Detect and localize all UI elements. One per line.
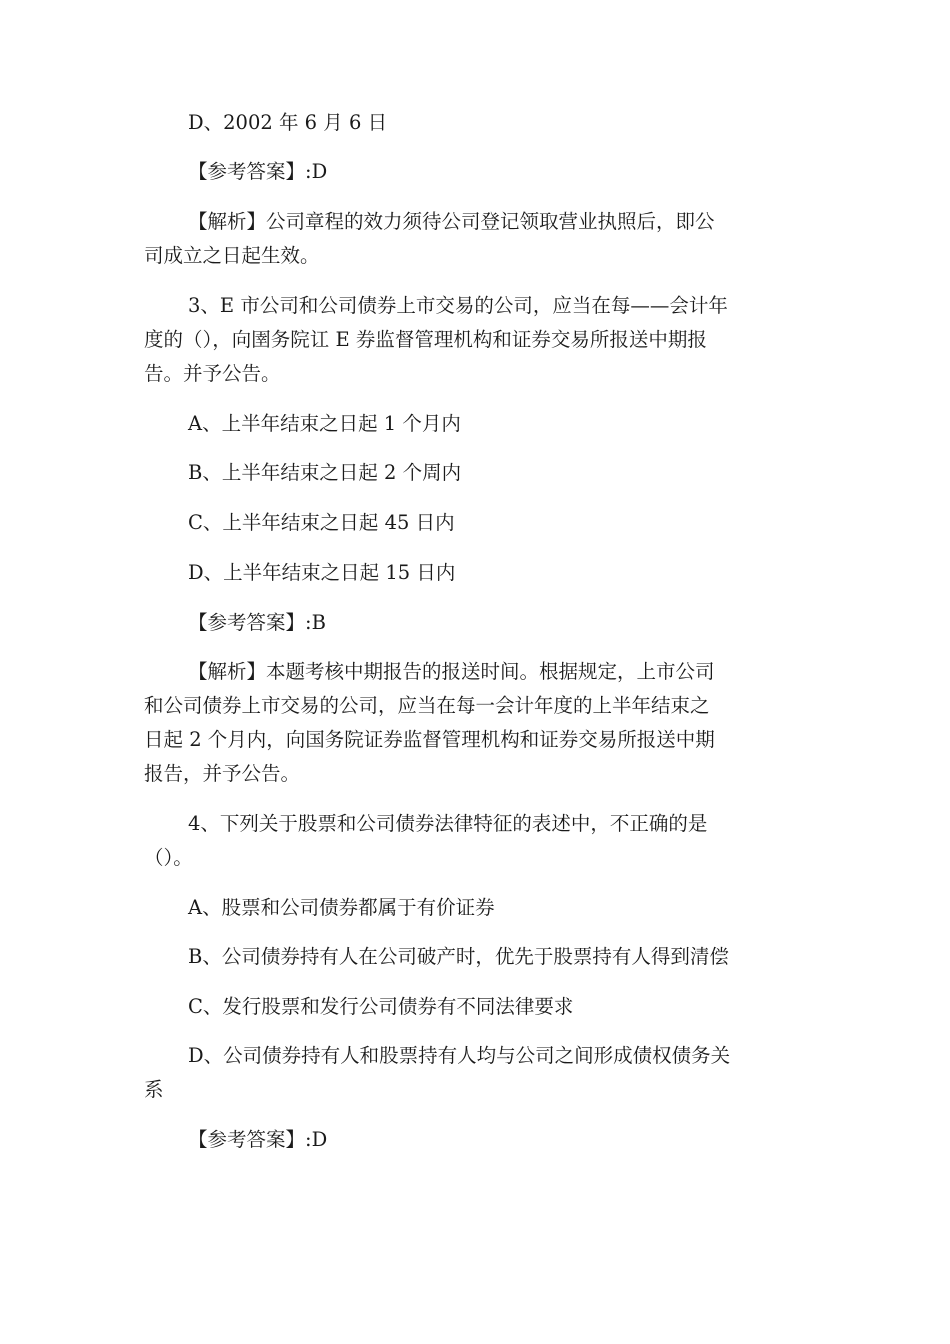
option-a-q4: A、股票和公司债券都属于有价证券 bbox=[188, 896, 495, 919]
option-d-q3: D、上半年结束之日起 15 日内 bbox=[188, 561, 456, 584]
option-c-q3: C、上半年结束之日起 45 日内 bbox=[188, 511, 455, 534]
option-a-q3: A、上半年结束之日起 1 个月内 bbox=[188, 412, 461, 435]
answer-q4: 【参考答案】:D bbox=[188, 1128, 328, 1151]
answer-q3: 【参考答案】:B bbox=[188, 611, 326, 634]
answer-q2: 【参考答案】:D bbox=[188, 160, 328, 183]
option-b-q3: B、上半年结束之日起 2 个周内 bbox=[188, 461, 462, 484]
analysis-q3-cont: 和公司债券上市交易的公司，应当在每一会计年度的上半年结束之 bbox=[144, 694, 710, 717]
option-c-q4: C、发行股票和发行公司债券有不同法律要求 bbox=[188, 995, 574, 1018]
question-3: 3、E 市公司和公司债券上市交易的公司，应当在每——会计年 bbox=[188, 294, 728, 317]
question-3-cont: 告。并予公告。 bbox=[144, 362, 281, 385]
option-b-q4: B、公司债券持有人在公司破产时，优先于股票持有人得到清偿 bbox=[188, 945, 729, 968]
analysis-q3-cont: 日起 2 个月内，向国务院证券监督管理机构和证券交易所报送中期 bbox=[144, 728, 715, 751]
option-d-q4-cont: 系 bbox=[144, 1078, 164, 1101]
option-d-q2: D、2002 年 6 月 6 日 bbox=[188, 111, 388, 134]
analysis-q3-cont: 报告，并予公告。 bbox=[144, 762, 301, 785]
analysis-q3: 【解析】本题考核中期报告的报送时间。根据规定，上市公司 bbox=[188, 660, 715, 683]
analysis-q2: 【解析】公司章程的效力须待公司登记领取营业执照后，即公 bbox=[188, 210, 715, 233]
question-3-cont: 度的（），向圉务院讧 E 券监督管理机构和证券交易所报送中期报 bbox=[144, 328, 707, 351]
question-4: 4、下列关于股票和公司债券法律特征的表述中，不正确的是 bbox=[188, 812, 708, 835]
option-d-q4: D、公司债券持有人和股票持有人均与公司之间形成债权债务关 bbox=[188, 1044, 731, 1067]
question-4-cont: （）。 bbox=[144, 846, 193, 869]
analysis-q2-cont: 司成立之日起生效。 bbox=[144, 244, 320, 267]
